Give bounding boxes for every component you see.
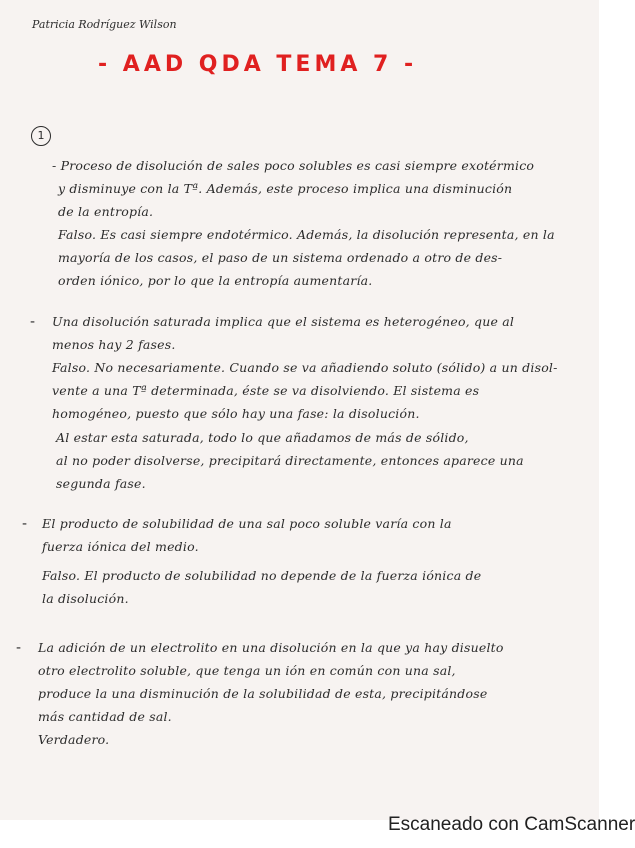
answer-line: al no poder disolverse, precipitará directamente, entonces aparece una	[56, 453, 524, 468]
answer-line: Falso. No necesariamente. Cuando se va añadiendo soluto (sólido) a un disol-	[52, 360, 558, 375]
bullet-dash: -	[16, 640, 22, 656]
answer-line: homogéneo, puesto que sólo hay una fase: la disolución.	[52, 406, 420, 421]
answer-line: mayoría de los casos, el paso de un sistema ordenado a otro de des-	[58, 250, 503, 265]
answer-line: Falso. Es casi siempre endotérmico. Además, la disolución representa, en la	[58, 227, 555, 242]
statement-line: más cantidad de sal.	[38, 709, 172, 724]
statement-line: menos hay 2 fases.	[52, 337, 176, 352]
scanner-watermark: Escaneado con CamScanner	[388, 814, 635, 835]
page-title: - AAD QDA TEMA 7 -	[98, 52, 418, 77]
answer-line: orden iónico, por lo que la entropía aumentaría.	[58, 273, 373, 288]
answer-line: vente a una Tª determinada, éste se va disolviendo. El sistema es	[52, 383, 480, 398]
bullet-dash: -	[30, 314, 36, 330]
statement-line: La adición de un electrolito en una disolución en la que ya hay disuelto	[38, 640, 504, 655]
statement-line: Una disolución saturada implica que el sistema es heterogéneo, que al	[52, 314, 515, 329]
statement-line: produce la una disminución de la solubilidad de esta, precipitándose	[38, 686, 488, 701]
author-name: Patricia Rodríguez Wilson	[32, 18, 177, 31]
answer-line: Falso. El producto de solubilidad no depende de la fuerza iónica de	[42, 568, 482, 583]
statement-line: de la entropía.	[58, 204, 154, 219]
statement-line: fuerza iónica del medio.	[42, 539, 199, 554]
statement-line: y disminuye con la Tª. Además, este proceso implica una disminución	[58, 181, 513, 196]
answer-line: Al estar esta saturada, todo lo que añadamos de más de sólido,	[56, 430, 469, 445]
answer-line: segunda fase.	[56, 476, 146, 491]
question-number: 1	[31, 126, 51, 146]
answer-line: la disolución.	[42, 591, 129, 606]
statement-line: El producto de solubilidad de una sal poco soluble varía con la	[42, 516, 452, 531]
statement-line: - Proceso de disolución de sales poco solubles es casi siempre exotérmico	[52, 158, 535, 173]
bullet-dash: -	[22, 516, 28, 532]
statement-line: otro electrolito soluble, que tenga un ión en común con una sal,	[38, 663, 456, 678]
answer-line: Verdadero.	[38, 732, 110, 747]
